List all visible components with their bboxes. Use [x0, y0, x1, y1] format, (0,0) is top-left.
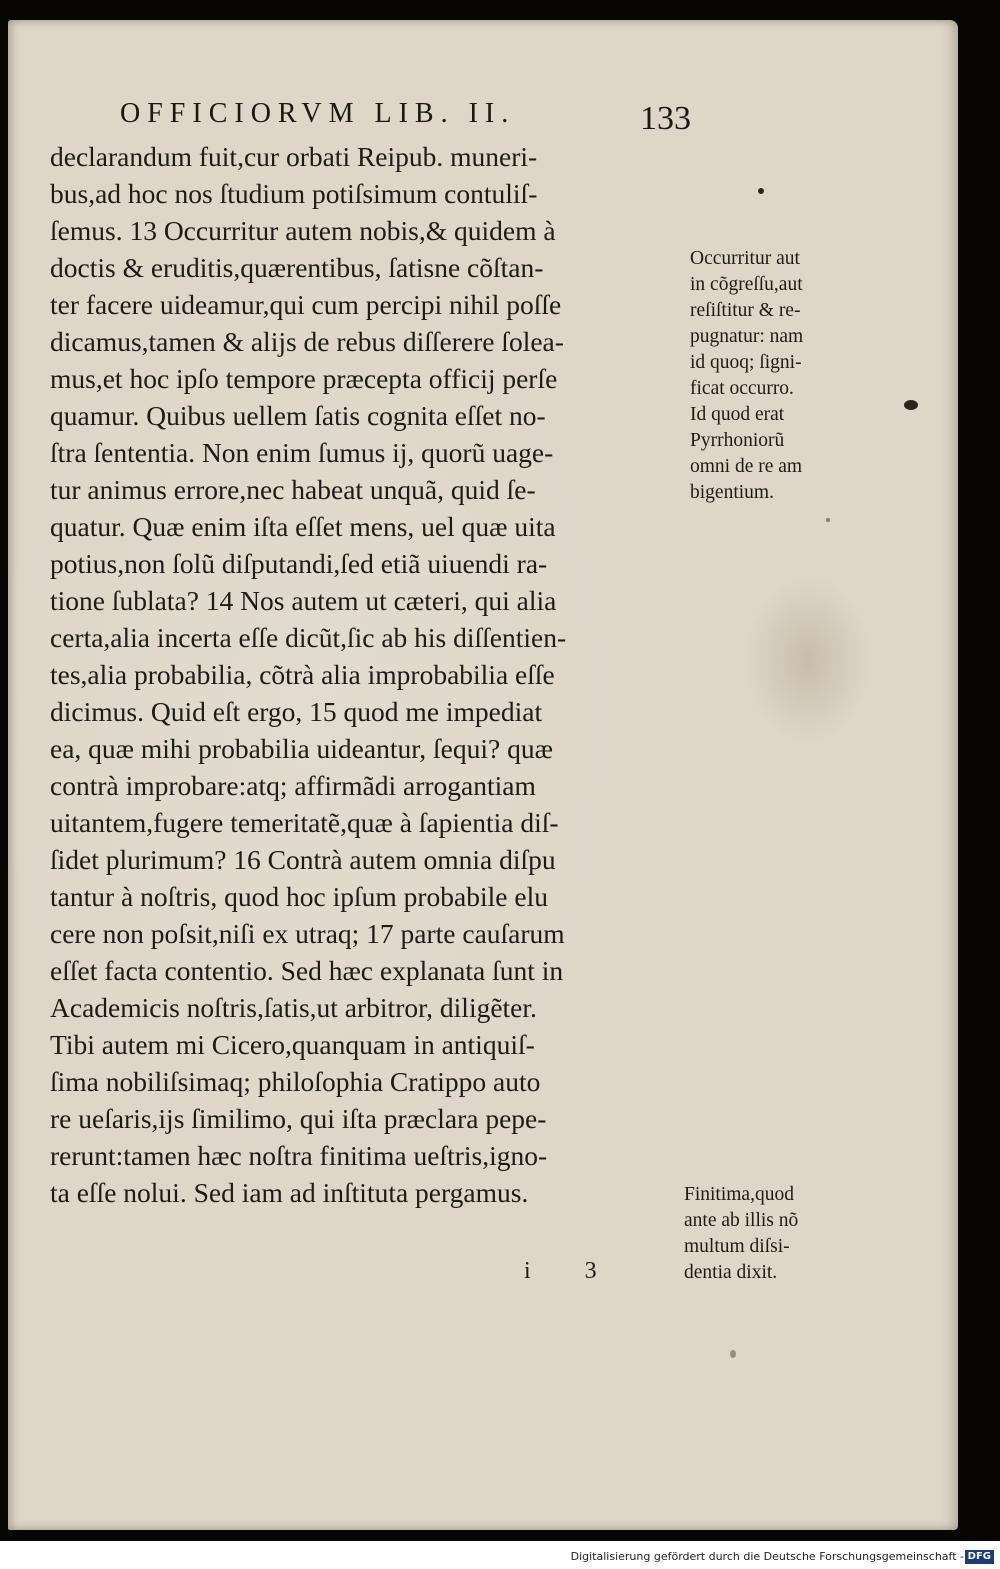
text-line: contrà improbare:atq; affirmãdi arrogantiam: [50, 770, 536, 801]
ink-speck: [758, 188, 764, 194]
margin-note-line: ficat occurro.: [690, 378, 794, 399]
margin-note-line: Finitima,quod: [684, 1184, 794, 1205]
text-line: ta eſſe nolui. Sed iam ad inſtituta pergamus.: [50, 1177, 529, 1208]
margin-note-line: multum diſsi-: [684, 1236, 790, 1257]
text-line: dicamus,tamen & alijs de rebus diſſerere ſolea-: [50, 326, 564, 357]
text-line: dicimus. Quid eſt ergo, 15 quod me impediat: [50, 696, 543, 727]
text-line: quatur. Quæ enim iſta eſſet mens, uel quæ uita: [50, 511, 556, 542]
text-line: uitantem,fugere temeritatẽ,quæ à ſapientia diſ-: [50, 807, 559, 838]
funding-credit: Digitalisierung gefördert durch die Deutsche Forschungsgemeinschaft -: [570, 1550, 964, 1563]
ink-speck: [904, 400, 918, 410]
digitization-footer: [0, 1541, 1000, 1569]
ink-speck: [730, 1350, 736, 1358]
text-line: ſemus. 13 Occurritur autem nobis,& quidem à: [50, 215, 556, 246]
margin-note-line: in cõgreſſu,aut: [690, 274, 803, 295]
ink-speck: [826, 518, 830, 522]
page-number: 133: [640, 100, 691, 137]
margin-note-line: id quoq; ſigni-: [690, 352, 802, 373]
dfg-logo: DFG: [965, 1550, 994, 1564]
text-line: mus,et hoc ipſo tempore præcepta officij perſe: [50, 363, 558, 394]
margin-note-finitima: [684, 1182, 864, 1286]
text-line: eſſet facta contentio. Sed hæc explanata ſunt in: [50, 955, 564, 986]
margin-note-line: bigentium.: [690, 482, 774, 503]
text-line: bus,ad hoc nos ſtudium potiſsimum contuliſ-: [50, 178, 538, 209]
margin-note-line: Pyrrhoniorũ: [690, 430, 785, 451]
text-line: re ueſaris,ijs ſimilimo, qui iſta præclara pepe-: [50, 1103, 547, 1134]
text-line: doctis & eruditis,quærentibus, ſatisne cõſtan-: [50, 252, 544, 283]
text-line: tantur à noſtris, quod hoc ipſum probabile elu: [50, 881, 548, 912]
margin-note-line: omni de re am: [690, 456, 803, 477]
text-line: Tibi autem mi Cicero,quanquam in antiquiſ-: [50, 1029, 535, 1060]
margin-note-line: ante ab illis nõ: [684, 1210, 799, 1231]
text-line: tione ſublata? 14 Nos autem ut cæteri, qui alia: [50, 585, 557, 616]
text-line: ſtra ſententia. Non enim ſumus ij, quorũ uage-: [50, 437, 554, 468]
text-line: quamur. Quibus uellem ſatis cognita eſſet no-: [50, 400, 546, 431]
margin-note-line: dentia dixit.: [684, 1262, 778, 1283]
margin-note-occurritur: [690, 246, 865, 506]
text-line: declarandum fuit,cur orbati Reipub. muneri-: [50, 141, 538, 172]
signature-mark: i 3: [524, 1258, 621, 1284]
text-line: potius,non ſolũ diſputandi,ſed etiã uiuendi ra-: [50, 548, 548, 579]
text-line: ea, quæ mihi probabilia uideantur, ſequi? quæ: [50, 733, 553, 764]
text-line: ter facere uideamur,qui cum percipi nihil poſſe: [50, 289, 562, 320]
text-line: rerunt:tamen hæc noſtra finitima ueſtris,igno-: [50, 1140, 548, 1171]
text-line: certa,alia incerta eſſe dicũt,ſic ab his diſſentien-: [50, 622, 567, 653]
margin-note-line: reſiſtitur & re-: [690, 300, 801, 321]
text-line: tur animus errore,nec habeat unquã, quid ſe-: [50, 474, 536, 505]
text-line: cere non poſsit,niſi ex utraq; 17 parte cauſarum: [50, 918, 565, 949]
text-line: ſima nobiliſsimaq; philoſophia Cratippo auto: [50, 1066, 541, 1097]
text-line: tes,alia probabilia, cõtrà alia improbabilia eſſe: [50, 659, 555, 690]
body-text: [50, 138, 690, 1211]
text-line: ſidet plurimum? 16 Contrà autem omnia diſpu: [50, 844, 556, 875]
book-page: [8, 20, 958, 1530]
text-line: Academicis noſtris,ſatis,ut arbitror, diligẽter.: [50, 992, 537, 1023]
margin-note-line: Id quod erat: [690, 404, 785, 425]
margin-note-line: Occurritur aut: [690, 248, 800, 269]
running-head: OFFICIORVM LIB. II.: [120, 98, 516, 129]
margin-note-line: pugnatur: nam: [690, 326, 804, 347]
